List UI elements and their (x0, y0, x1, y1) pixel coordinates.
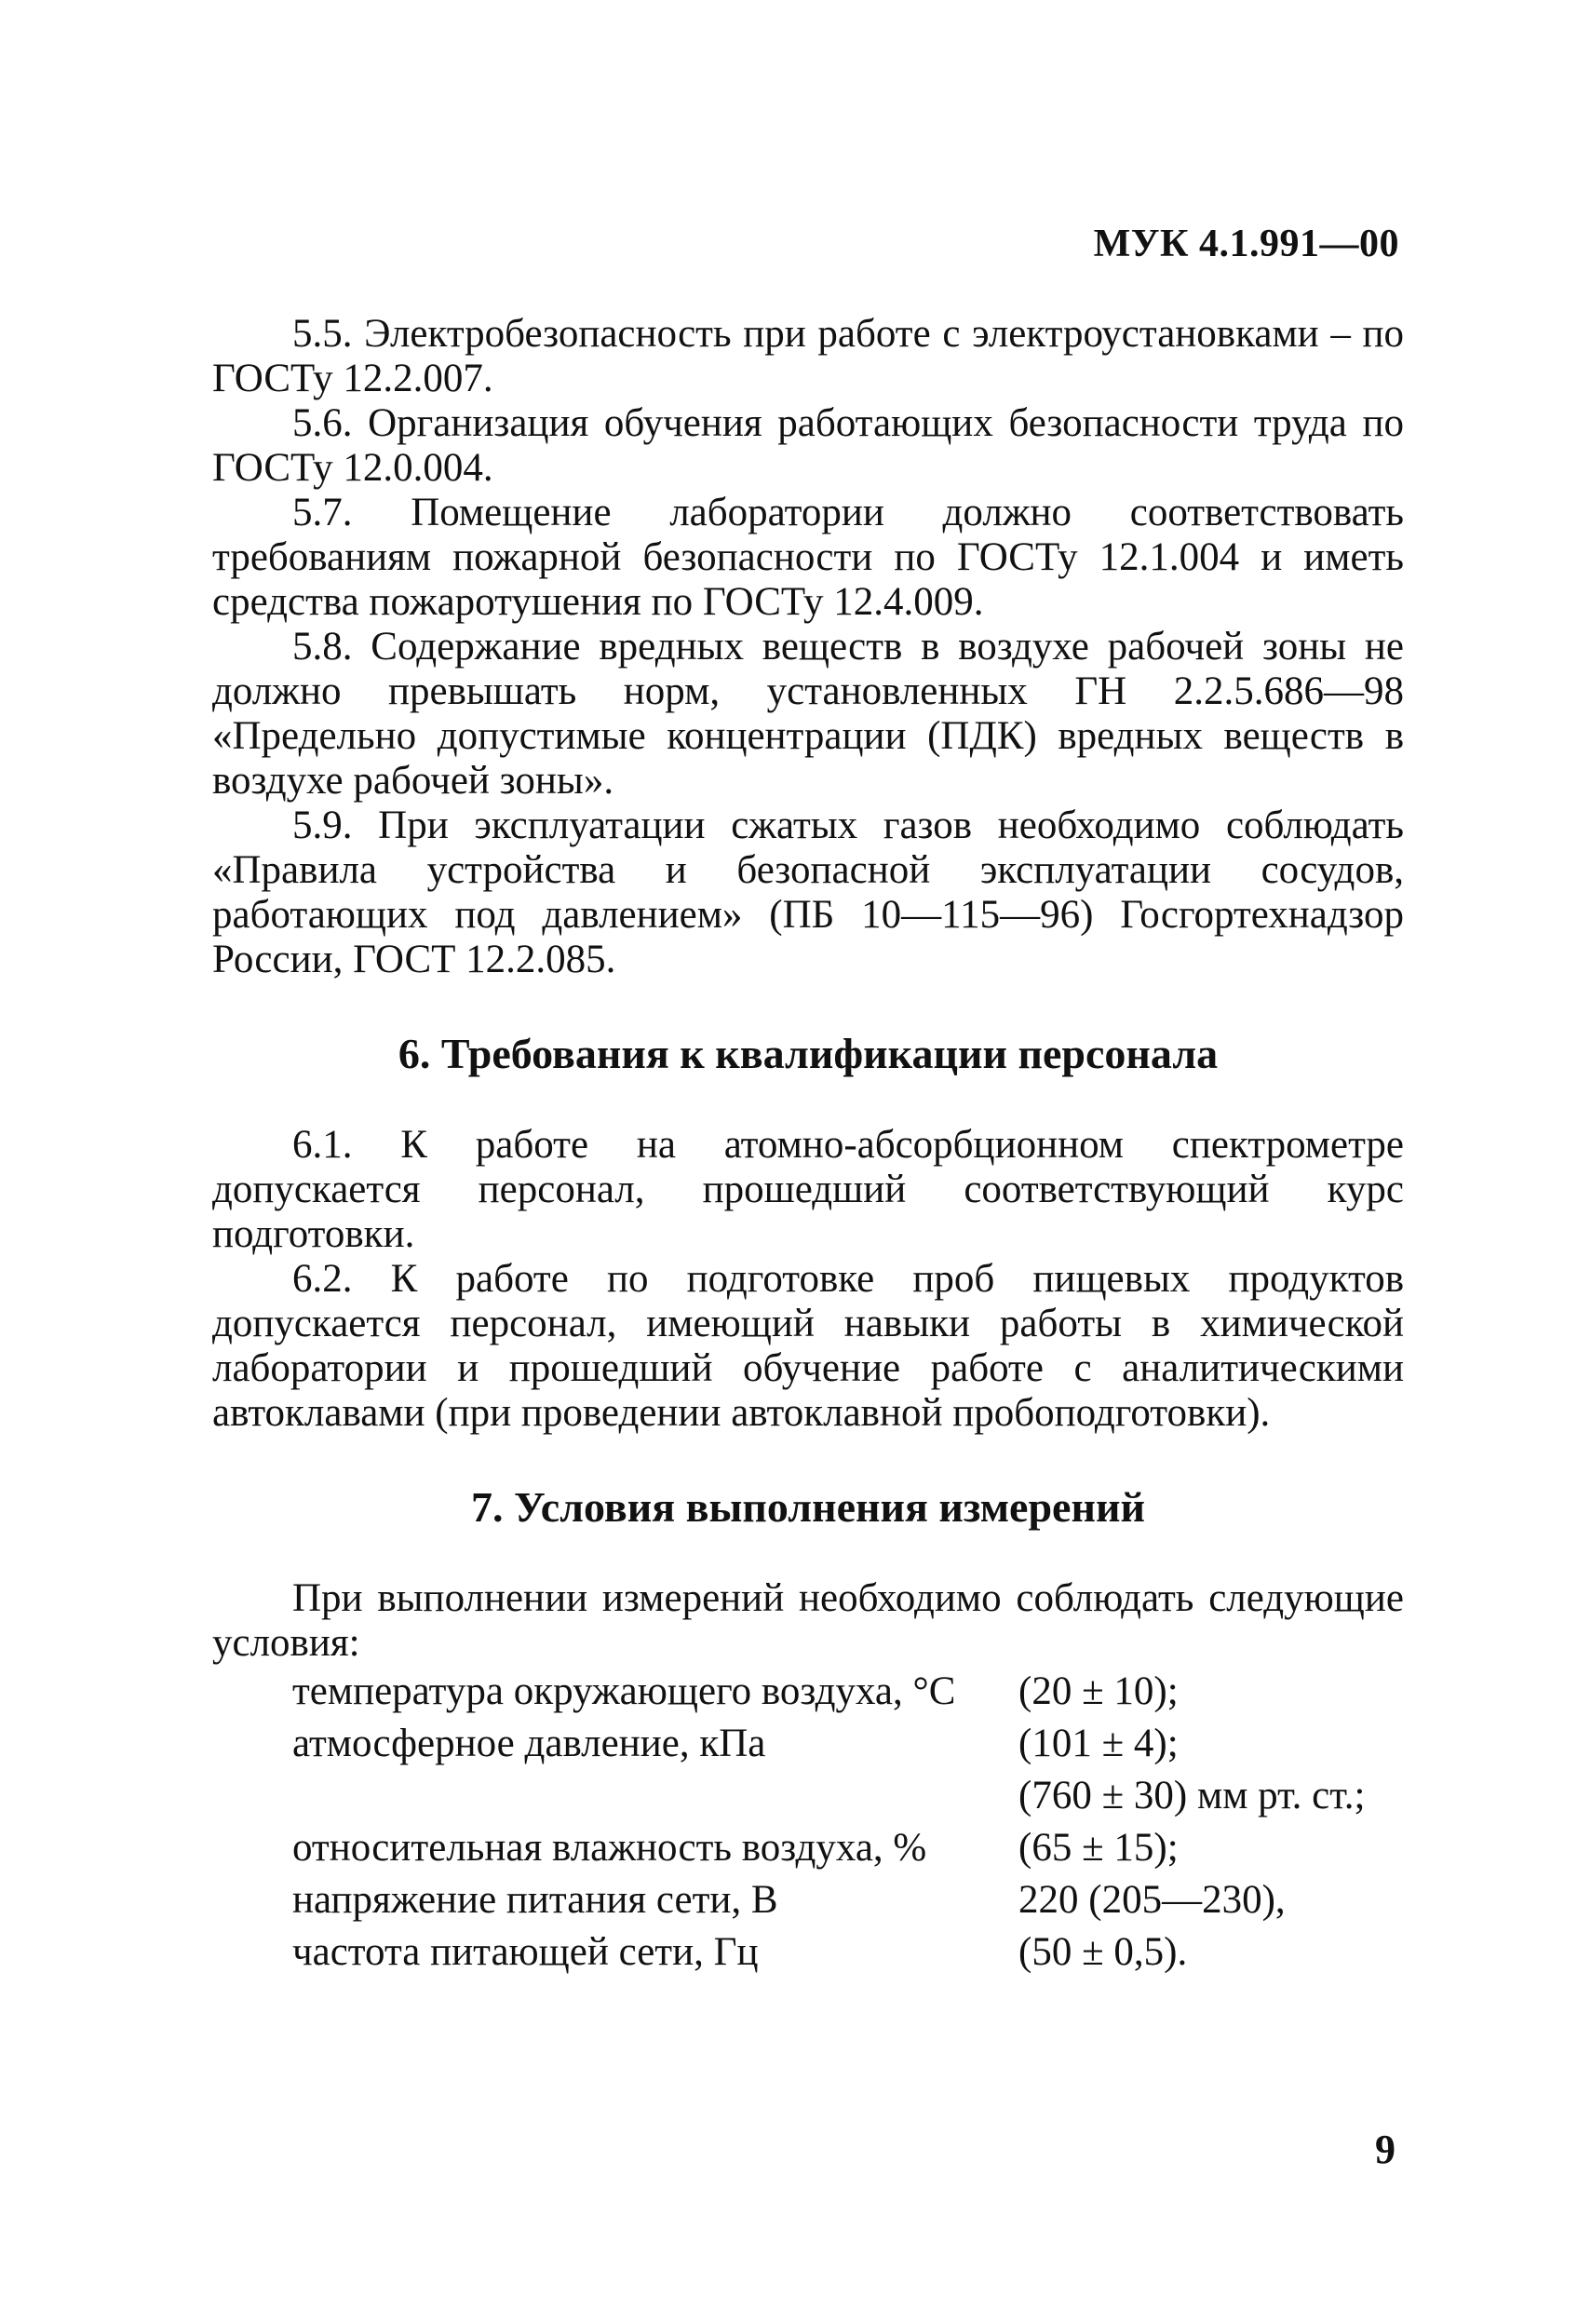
condition-row (292, 1770, 1404, 1822)
condition-label: атмосферное давление, кПа (292, 1722, 766, 1765)
condition-row (292, 1718, 1404, 1770)
condition-label: напряжение питания сети, В (292, 1878, 778, 1922)
paragraph-5-5: 5.5. Электробезопасность при работе с электроустановками – по ГОСТу 12.2.007. (212, 312, 1404, 400)
condition-row (292, 1666, 1404, 1718)
condition-value: (101 ± 4); (1018, 1722, 1179, 1765)
condition-row (292, 1926, 1404, 1979)
condition-value: 220 (205—230), (1018, 1878, 1286, 1922)
conditions-list (292, 1666, 1404, 1979)
condition-label (292, 1770, 1018, 1822)
condition-value: (20 ± 10); (1018, 1669, 1179, 1713)
paragraph-5-6: 5.6. Организация обучения работающих безопасности труда по ГОСТу 12.0.004. (212, 401, 1404, 490)
paragraph-5-7: 5.7. Помещение лаборатории должно соответствовать требованиям пожарной безопасности по ГОСТу 12.1.004 и иметь средства пожаротушения по ГОСТу 12.4.009. (212, 491, 1404, 624)
section-7-intro: При выполнении измерений необходимо соблюдать следующие условия: (212, 1576, 1404, 1665)
condition-label: относительная влажность воздуха, % (292, 1826, 927, 1870)
condition-row (292, 1822, 1404, 1874)
condition-label: частота питающей сети, Гц (292, 1930, 759, 1974)
condition-label: температура окружающего воздуха, °С (292, 1669, 956, 1713)
paragraph-5-9: 5.9. При эксплуатации сжатых газов необходимо соблюдать «Правила устройства и безопасной эксплуатации сосудов, работающих под давлением» (ПБ 10—115—96) Госгортехнадзор России, ГОСТ 12.2.085. (212, 804, 1404, 981)
condition-value: (760 ± 30) мм рт. ст.; (1018, 1774, 1366, 1817)
condition-row (292, 1874, 1404, 1926)
section-6-heading: 6. Требования к квалификации персонала (398, 1030, 1219, 1077)
document-body (212, 312, 1404, 1979)
condition-value: (65 ± 15); (1018, 1826, 1179, 1870)
section-7-heading: 7. Условия выполнения измерений (471, 1483, 1145, 1531)
paragraph-6-1: 6.1. К работе на атомно-абсорбционном спектрометре допускается персонал, прошедший соответствующий курс подготовки. (212, 1123, 1404, 1256)
paragraph-6-2: 6.2. К работе по подготовке проб пищевых продуктов допускается персонал, имеющий навыки работы в химической лаборатории и прошедший обучение работе с аналитическими автоклавами (при проведении автоклавной пробоподготовки). (212, 1257, 1404, 1435)
condition-value: (50 ± 0,5). (1018, 1930, 1188, 1974)
page-number: 9 (1375, 2127, 1395, 2172)
document-code: МУК 4.1.991—00 (1093, 223, 1399, 265)
paragraph-5-8: 5.8. Содержание вредных веществ в воздухе рабочей зоны не должно превышать норм, установленных ГН 2.2.5.686—98 «Предельно допустимые концентрации (ПДК) вредных веществ в воздухе рабочей зоны». (212, 625, 1404, 803)
